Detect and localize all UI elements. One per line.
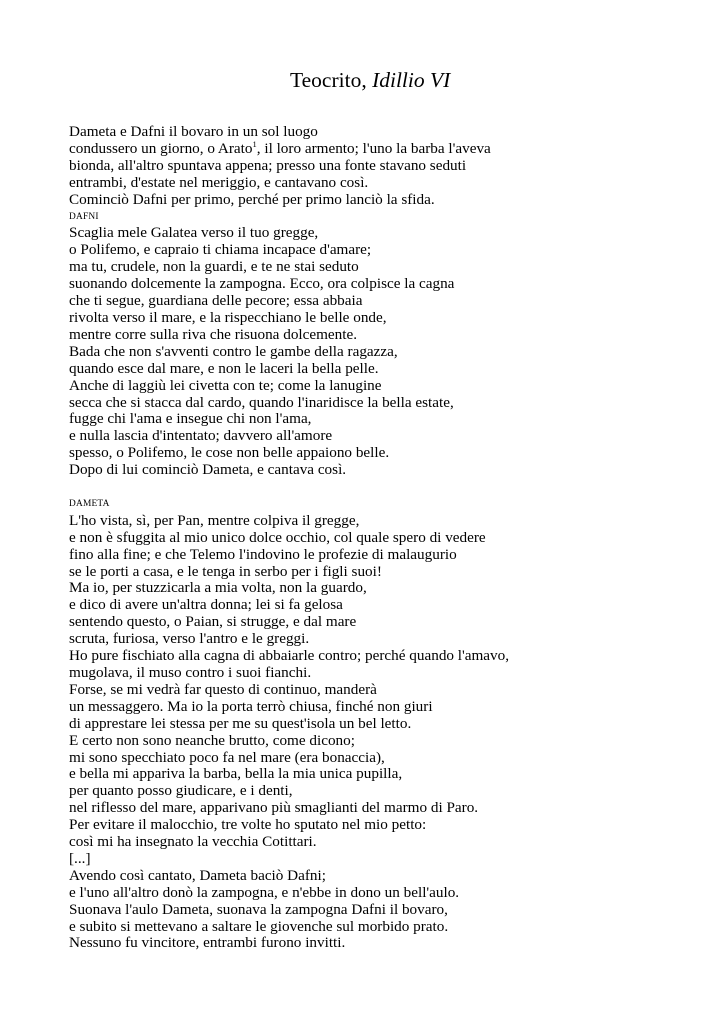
ellipsis-line: [...]: [69, 849, 91, 867]
text-line: secca che si stacca dal cardo, quando l'inaridisce la bella estate,: [69, 393, 454, 411]
text-line: Scaglia mele Galatea verso il tuo gregge,: [69, 224, 319, 242]
text-line: sentendo questo, o Paian, si strugge, e dal mare: [69, 613, 357, 631]
dafni-section: [69, 209, 709, 480]
text-line: E certo non sono neanche brutto, come dicono;: [69, 731, 355, 749]
text-line: o Polifemo, e capraio ti chiama incapace d'amare;: [69, 241, 372, 259]
text-fragment: condussero un giorno, o Arato: [69, 139, 253, 157]
dameta-section: [69, 496, 709, 952]
text-line: Ma io, per stuzzicarla a mia volta, non la guardo,: [69, 579, 367, 597]
text-line: se le porti a casa, e le tenga in serbo per i figli suoi!: [69, 562, 382, 580]
text-line: Ho pure fischiato alla cagna di abbaiarle contro; perché quando l'amavo,: [69, 647, 510, 665]
text-line: Avendo così cantato, Dameta baciò Dafni;: [69, 866, 326, 884]
text-line: di apprestare lei stessa per me su quest'isola un bel letto.: [69, 714, 412, 732]
text-line: Bada che non s'avventi contro le gambe della ragazza,: [69, 342, 398, 360]
text-line: e bella mi appariva la barba, bella la mia unica pupilla,: [69, 765, 403, 783]
speaker-label: DAMETA: [69, 498, 110, 509]
text-line: Per evitare il malocchio, tre volte ho sputato nel mio petto:: [69, 816, 427, 834]
text-line: mi sono specchiato poco fa nel mare (era bonaccia),: [69, 748, 385, 766]
title-work: Idillio VI: [372, 68, 451, 92]
text-line: ma tu, crudele, non la guardi, e te ne stai seduto: [69, 258, 359, 276]
text-line: rivolta verso il mare, e la rispecchiano le belle onde,: [69, 308, 387, 326]
text-line: e subito si mettevano a saltare le giovenche sul morbido prato.: [69, 917, 449, 935]
text-line: fugge chi l'ama e insegue chi non l'ama,: [69, 410, 312, 428]
speaker-label: DAFNI: [69, 211, 99, 222]
text-line: L'ho vista, sì, per Pan, mentre colpiva il gregge,: [69, 511, 360, 529]
text-line: Suonava l'aulo Dameta, suonava la zampogna Dafni il bovaro,: [69, 900, 448, 918]
text-line: bionda, all'altro spuntava appena; presso una fonte stavano seduti: [69, 156, 467, 174]
stanza-gap: [69, 479, 709, 496]
text-line: e l'uno all'altro donò la zampogna, e n'ebbe in dono un bell'aulo.: [69, 883, 460, 901]
text-line: per quanto posso giudicare, e i denti,: [69, 782, 293, 800]
text-line: fino alla fine; e che Telemo l'indovino le profezie di malaugurio: [69, 545, 457, 563]
text-line: che ti segue, guardiana delle pecore; essa abbaia: [69, 292, 363, 310]
text-line: Dameta e Dafni il bovaro in un sol luogo: [69, 123, 318, 140]
text-line: scruta, furiosa, verso l'antro e le greggi.: [69, 630, 310, 648]
text-line: Forse, se mi vedrà far questo di continuo, manderà: [69, 680, 377, 698]
text-line: mentre corre sulla riva che risuona dolcemente.: [69, 325, 358, 343]
text-line: e non è sfuggita al mio unico dolce occhio, col quale spero di vedere: [69, 528, 486, 546]
text-line: nel riflesso del mare, apparivano più smaglianti del marmo di Paro.: [69, 799, 479, 817]
text-line: e dico di avere un'altra donna; lei si fa gelosa: [69, 596, 343, 614]
text-line: spesso, o Polifemo, le cose non belle appaiono belle.: [69, 444, 390, 462]
text-line: entrambi, d'estate nel meriggio, e cantavano così.: [69, 173, 369, 191]
text-line: così mi ha insegnato la vecchia Cotittari.: [69, 833, 317, 851]
text-line: suonando dolcemente la zampogna. Ecco, ora colpisce la cagna: [69, 275, 455, 293]
text-line: Anche di laggiù lei civetta con te; come la lanugine: [69, 376, 382, 394]
text-line: mugolava, il muso contro i suoi fianchi.: [69, 663, 312, 681]
page-title: [0, 66, 724, 94]
text-line: Nessuno fu vincitore, entrambi furono invitti.: [69, 934, 346, 952]
text-line: Dopo di lui cominciò Dameta, e cantava così.: [69, 461, 347, 479]
title-author: Teocrito,: [290, 68, 373, 92]
text-fragment: , il loro armento; l'uno la barba l'aveva: [256, 139, 491, 157]
text-line: quando esce dal mare, e non le laceri la bella pelle.: [69, 359, 379, 377]
poem-body: [69, 124, 709, 952]
text-line: e nulla lascia d'intentato; davvero all'amore: [69, 427, 333, 445]
text-line: Cominciò Dafni per primo, perché per primo lanciò la sfida.: [69, 190, 435, 208]
text-line: un messaggero. Ma io la porta terrò chiusa, finché non giuri: [69, 697, 433, 715]
text-line: [69, 138, 709, 158]
intro-section: [69, 124, 709, 209]
footnote-marker[interactable]: 1: [252, 138, 257, 149]
